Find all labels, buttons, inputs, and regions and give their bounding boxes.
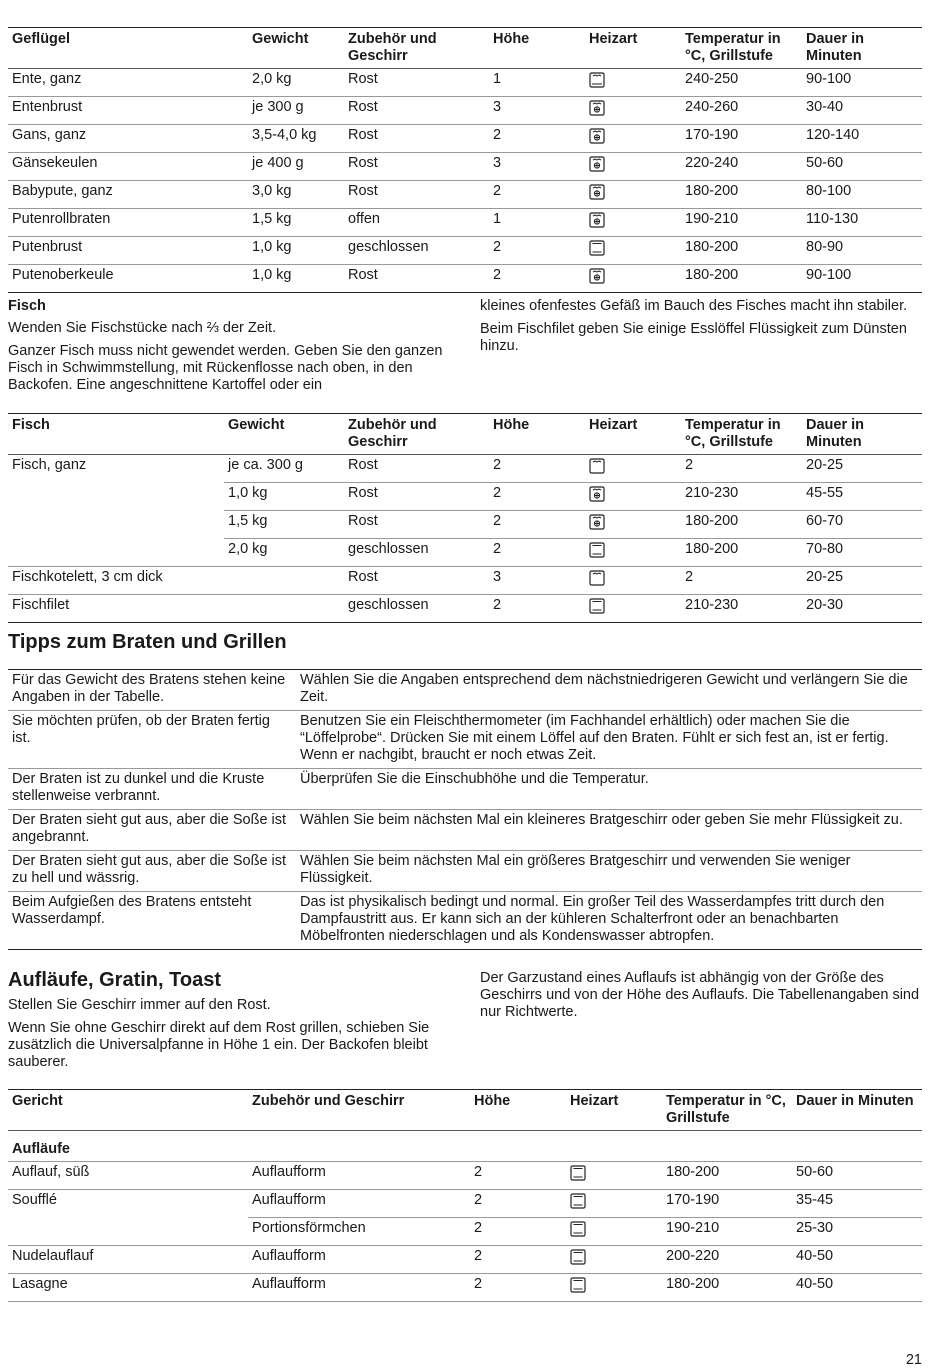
table-cell: 2 [489, 595, 585, 623]
table-cell: je ca. 300 g [224, 455, 344, 483]
col-header: Dauer in Minuten [792, 1090, 922, 1131]
heating-mode-cell [585, 153, 681, 181]
fish-paragraph: Ganzer Fisch muss nicht gewendet werden. Geben Sie den ganzen Fisch in Schwimmstellung, mit Rückenflosse nach oben, in den Backofen. Eine angeschnittene Kartoffel oder ein [8, 343, 443, 393]
table-cell: Auflauf, süß [8, 1162, 248, 1190]
top-bottom-heat-icon [589, 598, 605, 614]
table-row [8, 237, 922, 265]
table-cell: je 400 g [248, 153, 344, 181]
table-row [8, 153, 922, 181]
table-row [8, 1162, 922, 1190]
table-cell: Rost [344, 511, 489, 539]
heating-mode-cell [585, 125, 681, 153]
table-cell: 20-30 [802, 595, 922, 623]
table-cell: 3,5-4,0 kg [248, 125, 344, 153]
table-cell: 2 [489, 181, 585, 209]
poultry-table [8, 27, 922, 293]
table-cell [8, 511, 224, 539]
table-cell: 220-240 [681, 153, 802, 181]
table-cell: Gans, ganz [8, 125, 248, 153]
fish-paragraph: Beim Fischfilet geben Sie einige Esslöffel Flüssigkeit zum Dünsten hinzu. [480, 321, 907, 354]
table-cell: 3 [489, 97, 585, 125]
fish-body [8, 455, 922, 623]
col-header: Höhe [470, 1090, 566, 1131]
tip-problem: Der Braten sieht gut aus, aber die Soße ist zu hell und wässrig. [8, 851, 296, 892]
fish-heading: Fisch [8, 298, 46, 314]
table-row [8, 1246, 922, 1274]
table-cell: 3 [489, 153, 585, 181]
table-cell: je 300 g [248, 97, 344, 125]
table-cell: 120-140 [802, 125, 922, 153]
table-cell: 2 [489, 125, 585, 153]
table-cell: Fischfilet [8, 595, 224, 623]
table-row [8, 455, 922, 483]
gratin-intro-left [8, 997, 453, 1077]
col-header: Zubehör und Geschirr [344, 414, 489, 455]
heating-mode-cell [585, 181, 681, 209]
table-cell: 2 [489, 539, 585, 567]
col-header: Höhe [489, 414, 585, 455]
page-number: 21 [905, 1352, 922, 1368]
tip-row [8, 769, 922, 810]
table-row [8, 69, 922, 97]
table-cell: 80-100 [802, 181, 922, 209]
col-header: Temperatur in °C, Grillstufe [681, 28, 802, 69]
fish-header-row [8, 414, 922, 455]
table-row [8, 265, 922, 293]
table-cell: Ente, ganz [8, 69, 248, 97]
group-row [8, 1131, 922, 1162]
table-cell: 2,0 kg [248, 69, 344, 97]
table-cell: 180-200 [681, 237, 802, 265]
top-bottom-heat-icon [570, 1277, 586, 1293]
table-cell: 1 [489, 69, 585, 97]
top-bottom-heat-icon [570, 1249, 586, 1265]
fish-intro-right [480, 298, 924, 361]
fish-paragraph: Wenden Sie Fischstücke nach ⅔ der Zeit. [8, 320, 277, 336]
heating-mode-cell [585, 237, 681, 265]
table-cell: Soufflé [12, 1192, 57, 1208]
tip-row [8, 892, 922, 950]
top-bottom-heat-icon [570, 1165, 586, 1181]
table-cell: 30-40 [802, 97, 922, 125]
tip-solution: Überprüfen Sie die Einschubhöhe und die Temperatur. [296, 769, 922, 810]
table-cell: Putenrollbraten [8, 209, 248, 237]
tip-row [8, 711, 922, 769]
heating-mode-cell [566, 1190, 662, 1218]
col-header: Gewicht [224, 414, 344, 455]
fish-paragraph: kleines ofenfestes Gefäß im Bauch des Fisches macht ihn stabiler. [480, 298, 908, 314]
table-cell: geschlossen [344, 237, 489, 265]
col-header: Heizart [566, 1090, 662, 1131]
heating-mode-cell [566, 1162, 662, 1190]
heating-mode-cell [585, 97, 681, 125]
table-cell: Rost [344, 153, 489, 181]
table-cell: 180-200 [681, 539, 802, 567]
table-cell: Rost [344, 97, 489, 125]
table-row [8, 483, 922, 511]
table-cell: Rost [344, 69, 489, 97]
table-cell: 60-70 [802, 511, 922, 539]
table-cell: 180-200 [662, 1162, 792, 1190]
heating-mode-cell [585, 209, 681, 237]
table-cell: 50-60 [802, 153, 922, 181]
fan-grill-icon [589, 268, 605, 284]
table-cell: 1 [489, 209, 585, 237]
col-header: Temperatur in °C, Grillstufe [662, 1090, 792, 1131]
col-header: Dauer in Minuten [802, 28, 922, 69]
table-row [8, 209, 922, 237]
table-cell: Auflaufform [248, 1190, 470, 1218]
table-cell: 80-90 [802, 237, 922, 265]
table-row [8, 125, 922, 153]
heating-mode-cell [585, 265, 681, 293]
tip-solution: Benutzen Sie ein Fleischthermometer (im Fachhandel erhältlich) oder machen Sie die “Löffelprobe“. Drücken Sie mit einem Löffel auf den Braten. Fühlt er sich fest an, ist er fertig. Wenn er nachgibt, braucht er noch etwas Zeit. [296, 711, 922, 769]
table-cell: geschlossen [344, 595, 489, 623]
table-cell: 50-60 [792, 1162, 922, 1190]
table-cell: 2 [489, 511, 585, 539]
table-row [8, 97, 922, 125]
fan-grill-icon [589, 184, 605, 200]
tip-solution: Das ist physikalisch bedingt und normal. Ein großer Teil des Wasserdampfes tritt durch den Dampfaustritt aus. Er kann sich an der kühleren Schalterfront oder an benachbarten Möbelfronten niederschlagen und als Kondenswasser abtropfen. [296, 892, 922, 950]
tip-row [8, 810, 922, 851]
fan-grill-icon [589, 486, 605, 502]
tip-row [8, 851, 922, 892]
table-cell: 190-210 [662, 1218, 792, 1246]
table-cell: geschlossen [344, 539, 489, 567]
top-bottom-heat-icon [570, 1193, 586, 1209]
table-cell: 210-230 [681, 483, 802, 511]
grill-icon [589, 570, 605, 586]
heating-mode-cell [566, 1246, 662, 1274]
fan-grill-icon [589, 514, 605, 530]
table-row [8, 1190, 922, 1218]
heating-mode-cell [566, 1274, 662, 1302]
table-cell: 2 [681, 567, 802, 595]
gratin-title: Aufläufe, Gratin, Toast [8, 969, 221, 991]
table-cell: 170-190 [681, 125, 802, 153]
heating-mode-cell [585, 567, 681, 595]
heating-mode-cell [585, 69, 681, 97]
table-cell: 1,5 kg [224, 511, 344, 539]
col-header: Fisch [8, 414, 224, 455]
table-row [8, 1218, 922, 1246]
table-cell: Rost [344, 567, 489, 595]
table-cell: 1,0 kg [248, 265, 344, 293]
gratin-paragraph: Wenn Sie ohne Geschirr direkt auf dem Rost grillen, schieben Sie zusätzlich die Universalpfanne in Höhe 1 ein. Der Backofen bleibt sauberer. [8, 1020, 430, 1070]
table-cell: 2 [470, 1162, 566, 1190]
gratin-paragraph: Stellen Sie Geschirr immer auf den Rost. [8, 997, 271, 1013]
poultry-header-row [8, 28, 922, 69]
table-cell: 210-230 [681, 595, 802, 623]
table-cell: 180-200 [681, 265, 802, 293]
table-cell [8, 483, 224, 511]
table-cell: Rost [344, 125, 489, 153]
table-cell: 2 [489, 483, 585, 511]
heating-mode-cell [585, 511, 681, 539]
table-cell: 2 [489, 265, 585, 293]
col-header: Zubehör und Geschirr [248, 1090, 470, 1131]
heating-mode-cell [585, 595, 681, 623]
col-header: Geflügel [8, 28, 248, 69]
col-header: Gewicht [248, 28, 344, 69]
tip-row [8, 670, 922, 711]
table-cell: 1,5 kg [248, 209, 344, 237]
fan-grill-icon [589, 128, 605, 144]
table-cell: 45-55 [802, 483, 922, 511]
table-cell: Fisch, ganz [12, 457, 87, 473]
heating-mode-cell [585, 483, 681, 511]
top-bottom-heat-icon [570, 1221, 586, 1237]
table-cell: 2 [681, 455, 802, 483]
table-cell: Putenbrust [8, 237, 248, 265]
table-cell: 240-250 [681, 69, 802, 97]
heating-mode-cell [585, 455, 681, 483]
table-cell [224, 567, 344, 595]
col-header: Gericht [8, 1090, 248, 1131]
poultry-body [8, 69, 922, 293]
table-cell: Auflaufform [248, 1162, 470, 1190]
table-cell: 110-130 [802, 209, 922, 237]
group-label: Aufläufe [8, 1131, 922, 1162]
table-cell: 3 [489, 567, 585, 595]
table-cell: 2 [489, 455, 585, 483]
table-cell [8, 1218, 248, 1246]
col-header: Höhe [489, 28, 585, 69]
table-cell: 2 [470, 1218, 566, 1246]
table-cell: 240-260 [681, 97, 802, 125]
col-header: Dauer in Minuten [802, 414, 922, 455]
tip-problem: Der Braten sieht gut aus, aber die Soße ist angebrannt. [8, 810, 296, 851]
heating-mode-cell [585, 539, 681, 567]
table-cell: 20-25 [802, 567, 922, 595]
fish-table [8, 413, 922, 623]
table-cell: Rost [344, 483, 489, 511]
table-cell: Lasagne [8, 1274, 248, 1302]
col-header: Heizart [585, 28, 681, 69]
fan-grill-icon [589, 100, 605, 116]
gratin-table [8, 1089, 922, 1302]
gratin-body [8, 1131, 922, 1302]
gratin-header-row [8, 1090, 922, 1131]
table-cell: Portionsförmchen [248, 1218, 470, 1246]
gratin-paragraph: Der Garzustand eines Auflaufs ist abhängig von der Größe des Geschirrs und von der Höhe des Auflaufs. Die Tabellenangaben sind nur Richtwerte. [480, 970, 920, 1020]
table-cell: 2 [489, 237, 585, 265]
tip-solution: Wählen Sie beim nächsten Mal ein größeres Bratgeschirr und verwenden Sie weniger Flüssigkeit. [296, 851, 922, 892]
table-cell: Rost [344, 455, 489, 483]
gratin-intro-right [480, 970, 924, 1027]
tip-problem: Beim Aufgießen des Bratens entsteht Wasserdampf. [8, 892, 296, 950]
table-cell: 25-30 [792, 1218, 922, 1246]
table-cell: Auflaufform [248, 1246, 470, 1274]
table-cell: 1,0 kg [248, 237, 344, 265]
table-row [8, 595, 922, 623]
fan-grill-icon [589, 156, 605, 172]
table-cell: 40-50 [792, 1246, 922, 1274]
top-bottom-heat-icon [589, 240, 605, 256]
table-cell: Rost [344, 265, 489, 293]
table-cell: 90-100 [802, 265, 922, 293]
grill-icon [589, 458, 605, 474]
table-row [8, 511, 922, 539]
grill-mode-icon [589, 72, 605, 88]
table-cell: 2,0 kg [224, 539, 344, 567]
table-cell: Fischkotelett, 3 cm dick [8, 567, 224, 595]
tips-title: Tipps zum Braten und Grillen [8, 631, 287, 653]
col-header: Heizart [585, 414, 681, 455]
table-cell: Gänsekeulen [8, 153, 248, 181]
table-cell: Entenbrust [8, 97, 248, 125]
top-bottom-heat-icon [589, 542, 605, 558]
tip-problem: Der Braten ist zu dunkel und die Kruste stellenweise verbrannt. [8, 769, 296, 810]
table-cell: Nudelauflauf [8, 1246, 248, 1274]
table-cell: 200-220 [662, 1246, 792, 1274]
table-cell: 20-25 [802, 455, 922, 483]
table-cell: 70-80 [802, 539, 922, 567]
table-cell: 3,0 kg [248, 181, 344, 209]
table-cell: Rost [344, 181, 489, 209]
table-cell: 40-50 [792, 1274, 922, 1302]
tip-problem: Sie möchten prüfen, ob der Braten fertig ist. [8, 711, 296, 769]
table-cell: offen [344, 209, 489, 237]
fan-grill-icon [589, 212, 605, 228]
tip-solution: Wählen Sie die Angaben entsprechend dem nächstniedrigeren Gewicht und verlängern Sie die Zeit. [296, 670, 922, 711]
table-row [8, 181, 922, 209]
heating-mode-cell [566, 1218, 662, 1246]
tips-table [8, 669, 922, 950]
tip-solution: Wählen Sie beim nächsten Mal ein kleineres Bratgeschirr oder geben Sie mehr Flüssigkeit zu. [296, 810, 922, 851]
col-header: Zubehör und Geschirr [344, 28, 489, 69]
table-cell: 90-100 [802, 69, 922, 97]
tip-problem: Für das Gewicht des Bratens stehen keine Angaben in der Tabelle. [8, 670, 296, 711]
table-row [8, 567, 922, 595]
table-cell: 180-200 [681, 181, 802, 209]
table-cell: Auflaufform [248, 1274, 470, 1302]
table-cell: Babypute, ganz [8, 181, 248, 209]
table-row [8, 1274, 922, 1302]
table-cell: 2 [470, 1246, 566, 1274]
fish-intro-left [8, 298, 448, 400]
table-cell: 180-200 [681, 511, 802, 539]
table-cell: 1,0 kg [224, 483, 344, 511]
table-row [8, 539, 922, 567]
table-cell: 190-210 [681, 209, 802, 237]
table-cell [224, 595, 344, 623]
table-cell: Putenoberkeule [8, 265, 248, 293]
table-cell: 35-45 [792, 1190, 922, 1218]
table-cell: 170-190 [662, 1190, 792, 1218]
tips-body [8, 670, 922, 950]
table-cell [8, 539, 224, 567]
table-cell: 2 [470, 1274, 566, 1302]
col-header: Temperatur in °C, Grillstufe [681, 414, 802, 455]
table-cell: 2 [470, 1190, 566, 1218]
table-cell: 180-200 [662, 1274, 792, 1302]
